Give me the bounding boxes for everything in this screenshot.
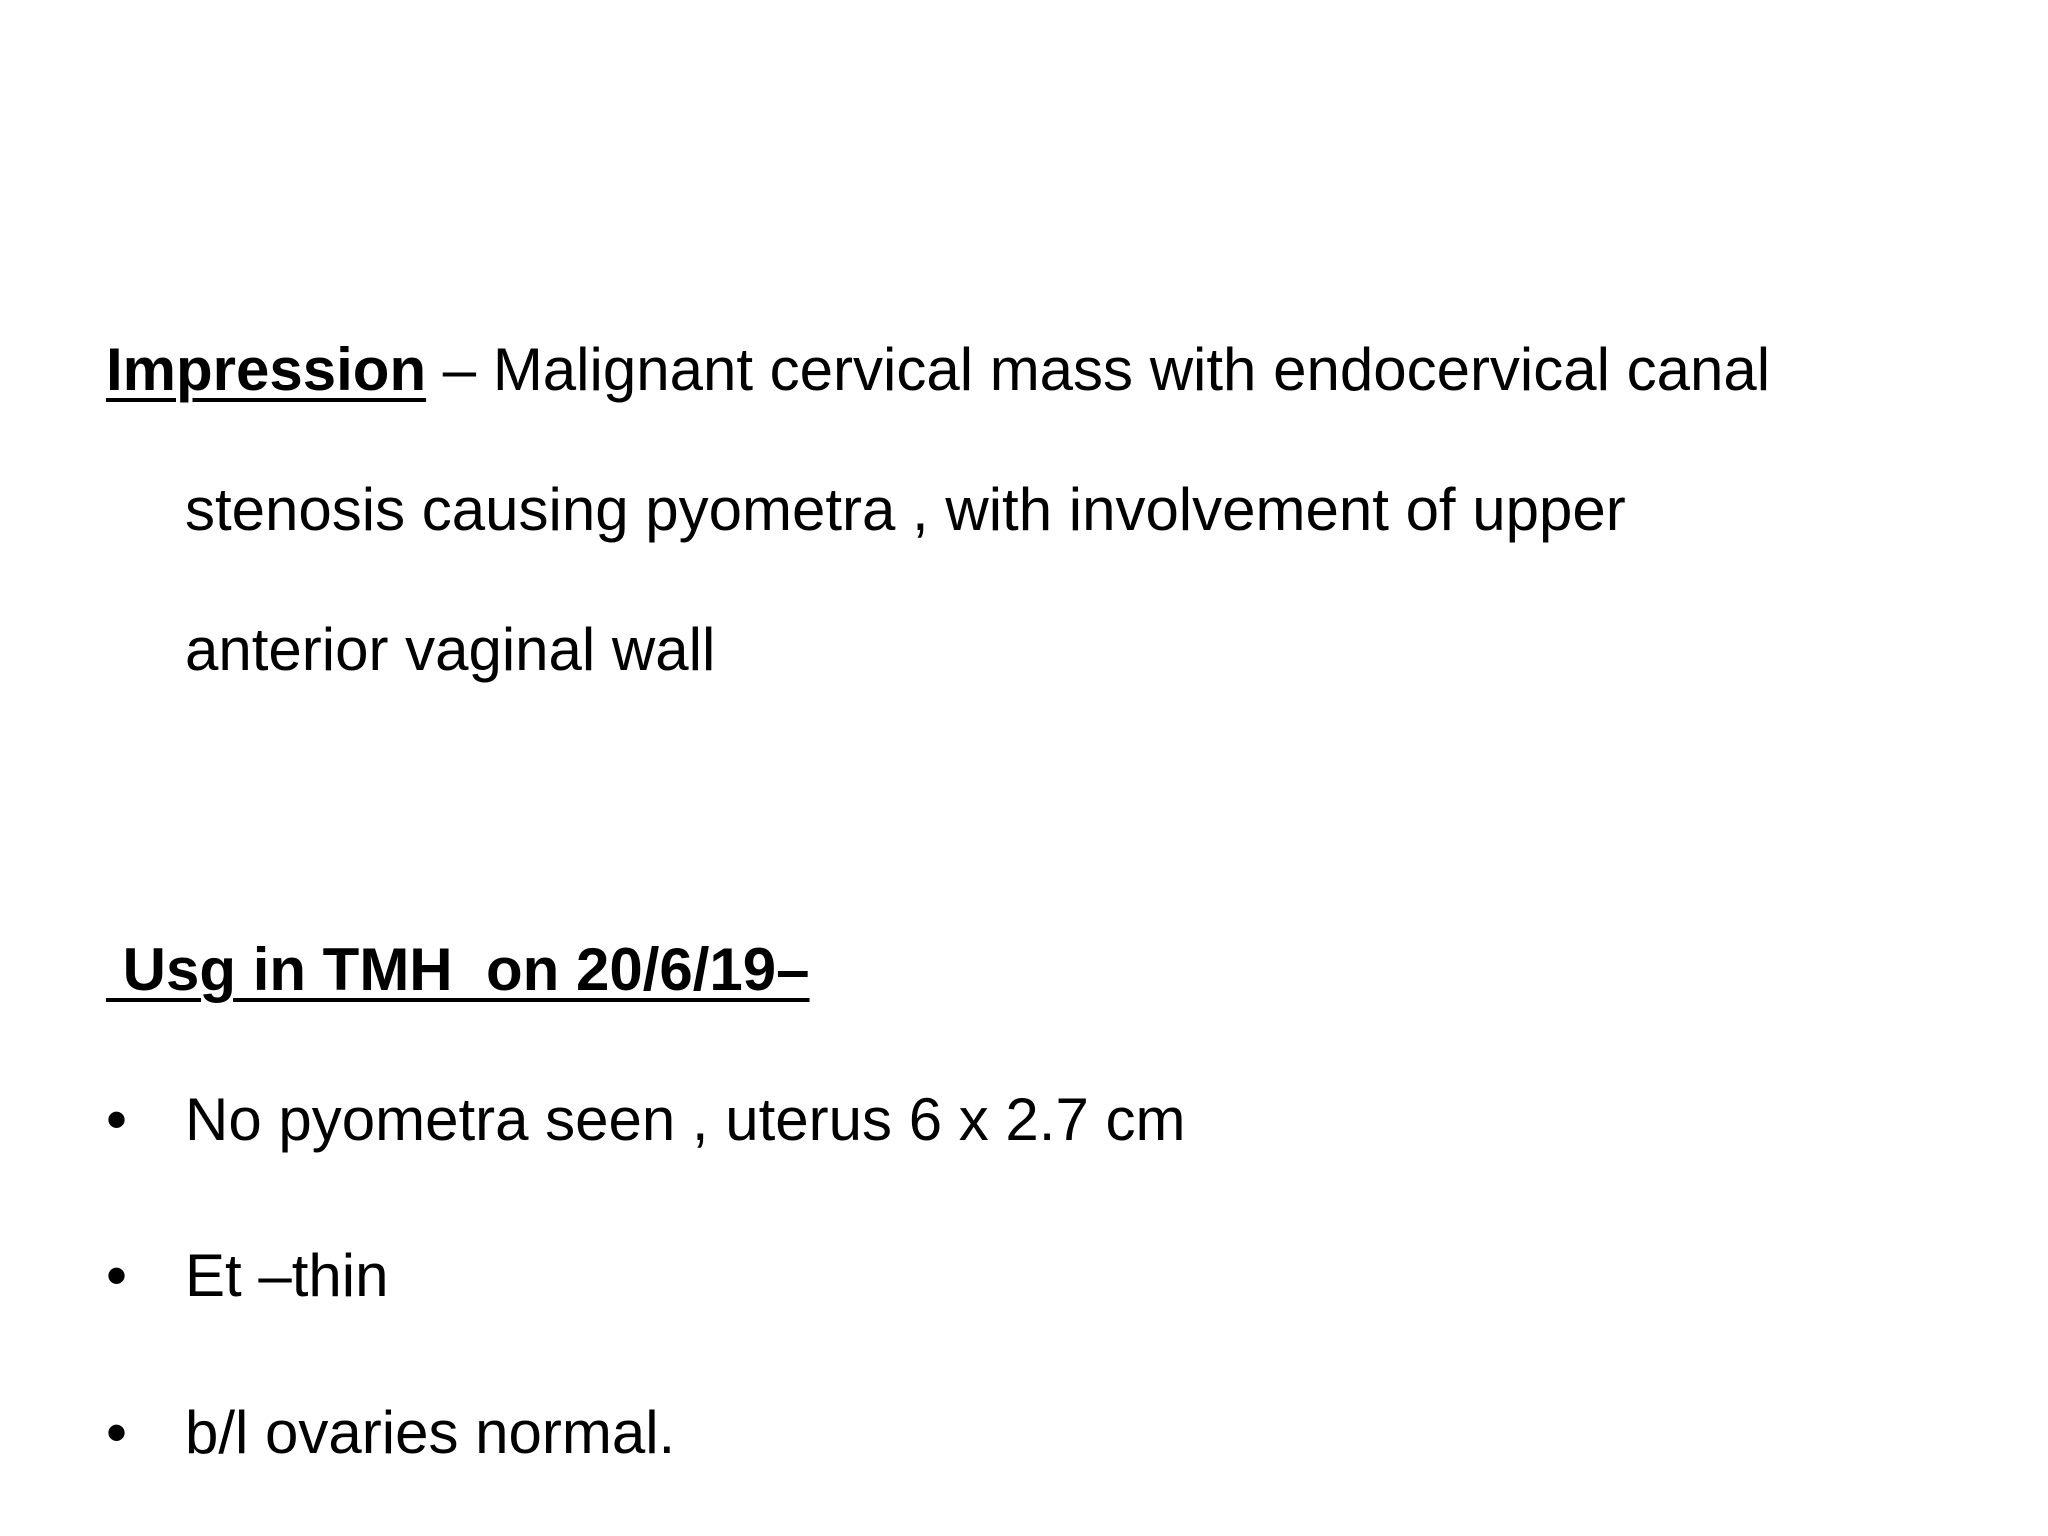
- impression-text-1: Malignant cervical mass with endocervical canal: [492, 336, 1771, 403]
- usg-item-2: Et –thin: [185, 1242, 389, 1309]
- impression-label: Impression: [106, 336, 427, 403]
- impression-line-1: [106, 335, 1770, 405]
- impression-text-3: anterior vaginal wall: [185, 616, 716, 683]
- usg-item-3: b/l ovaries normal.: [185, 1399, 676, 1466]
- impression-text-2: stenosis causing pyometra , with involvement of upper: [185, 476, 1626, 543]
- impression-line-2: [185, 475, 1626, 545]
- usg-heading-line: [106, 935, 810, 1005]
- usg-heading: Usg in TMH on 20/6/19–: [106, 936, 810, 1003]
- bullet-dot-icon: •: [106, 1086, 128, 1153]
- impression-line-3: [185, 615, 715, 685]
- bullet-dot-icon: •: [106, 1399, 128, 1466]
- impression-separator: –: [426, 336, 493, 403]
- bullet-dot-icon: •: [106, 1242, 128, 1309]
- usg-item-1: No pyometra seen , uterus 6 x 2.7 cm: [185, 1086, 1186, 1153]
